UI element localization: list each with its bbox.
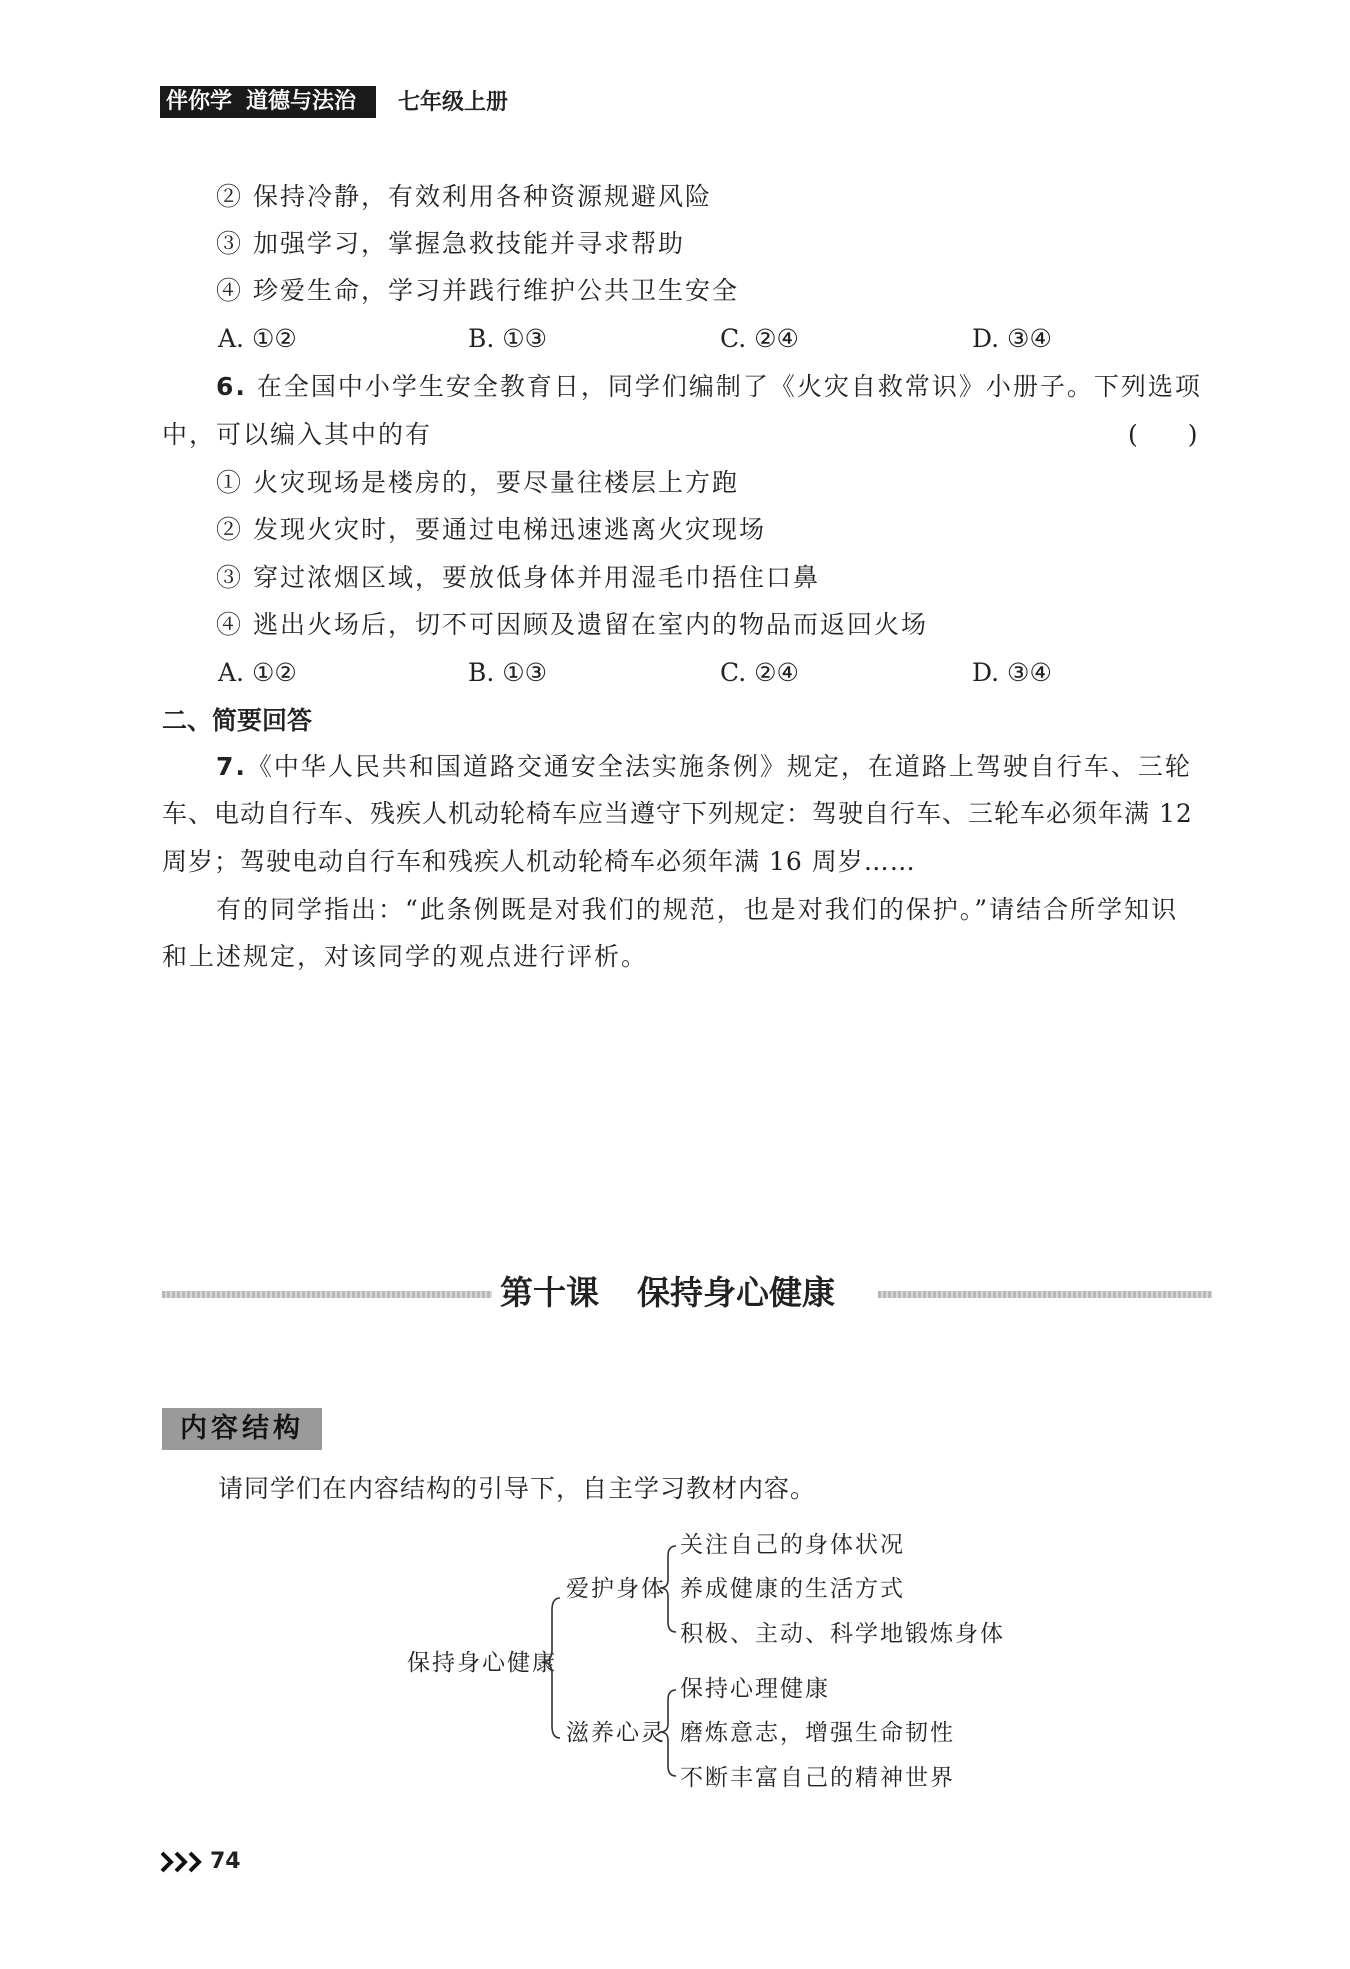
- q7-line1: [216, 750, 1192, 784]
- q6-stem-text: 在全国中小学生安全教育日，同学们编制了《火灾自救常识》小册子。下列选项: [256, 372, 1202, 401]
- q5-option-d: D. ③④: [972, 324, 1052, 353]
- q5-item-3: ③ 加强学习，掌握急救技能并寻求帮助: [216, 229, 685, 258]
- lesson-rule-left: [162, 1291, 492, 1298]
- content-structure-tag: 内容结构: [162, 1408, 322, 1450]
- lesson-rule-right: [878, 1291, 1212, 1298]
- q5-item-4: ④ 珍爱生命，学习并践行维护公共卫生安全: [216, 276, 739, 305]
- tree-leaf-2-3: 不断丰富自己的精神世界: [680, 1765, 955, 1791]
- tree-brackets: [540, 1530, 690, 1790]
- q5-option-b: B. ①③: [468, 324, 548, 353]
- q5-option-c: C. ②④: [720, 324, 799, 353]
- page-number: 74: [210, 1849, 241, 1874]
- q5-option-a: A. ①②: [218, 324, 297, 353]
- q5-item-2: ② 保持冷静，有效利用各种资源规避风险: [216, 182, 712, 211]
- q6-item-1: ① 火灾现场是楼房的，要尽量往楼层上方跑: [216, 468, 739, 497]
- page-chevrons-icon: [160, 1850, 206, 1874]
- structure-intro: 请同学们在内容结构的引导下，自主学习教材内容。: [218, 1474, 817, 1503]
- q7-line3: 周岁；驾驶电动自行车和残疾人机动轮椅车必须年满 16 周岁……: [162, 847, 916, 876]
- header-book: 伴你学: [166, 89, 233, 114]
- tree-leaf-1-2: 养成健康的生活方式: [680, 1576, 905, 1602]
- header-grade: 七年级上册: [398, 89, 509, 115]
- tree-leaf-1-1: 关注自己的身体状况: [680, 1532, 905, 1558]
- section-2-heading: 二、简要回答: [162, 706, 313, 735]
- tree-branch-1: 爱护身体: [566, 1576, 666, 1602]
- tree-root: 保持身心健康: [407, 1650, 557, 1676]
- lesson-name: 保持身心健康: [637, 1273, 835, 1312]
- q6-item-4: ④ 逃出火场后，切不可因顾及遗留在室内的物品而返回火场: [216, 610, 928, 639]
- q6-item-2: ② 发现火灾时，要通过电梯迅速逃离火灾现场: [216, 515, 766, 544]
- tree-branch-2: 滋养心灵: [566, 1720, 666, 1746]
- q7-line5: 和上述规定，对该同学的观点进行评析。: [162, 942, 649, 971]
- lesson-title: [500, 1268, 835, 1318]
- q6-number: 6.: [216, 372, 247, 401]
- q7-line4: 有的同学指出：“此条例既是对我们的规范，也是对我们的保护。”请结合所学知识: [216, 895, 1179, 924]
- q6-option-c: C. ②④: [720, 658, 799, 687]
- tree-leaf-1-3: 积极、主动、科学地锻炼身体: [680, 1621, 1005, 1647]
- q6-option-b: B. ①③: [468, 658, 548, 687]
- q6-option-a: A. ①②: [218, 658, 297, 687]
- q6-stem-line2: 中，可以编入其中的有: [162, 420, 433, 449]
- tree-leaf-2-2: 磨炼意志，增强生命韧性: [680, 1720, 955, 1746]
- q7-text-1: 《中华人民共和国道路交通安全法实施条例》规定，在道路上驾驶自行车、三轮: [246, 752, 1192, 781]
- q6-option-d: D. ③④: [972, 658, 1052, 687]
- q7-line2: 车、电动自行车、残疾人机动轮椅车应当遵守下列规定：驾驶自行车、三轮车必须年满 12: [162, 799, 1193, 828]
- header-subject: 道德与法治: [246, 89, 357, 114]
- root-brace: [542, 1598, 560, 1738]
- q6-stem-line1: [216, 370, 1202, 404]
- q7-number: 7.: [216, 752, 247, 781]
- q6-item-3: ③ 穿过浓烟区域，要放低身体并用湿毛巾捂住口鼻: [216, 563, 820, 592]
- running-header-book-title: [160, 86, 376, 118]
- lesson-number: 第十课: [500, 1273, 599, 1312]
- tree-leaf-2-1: 保持心理健康: [680, 1676, 830, 1702]
- q6-answer-parentheses: ( ): [1128, 420, 1198, 449]
